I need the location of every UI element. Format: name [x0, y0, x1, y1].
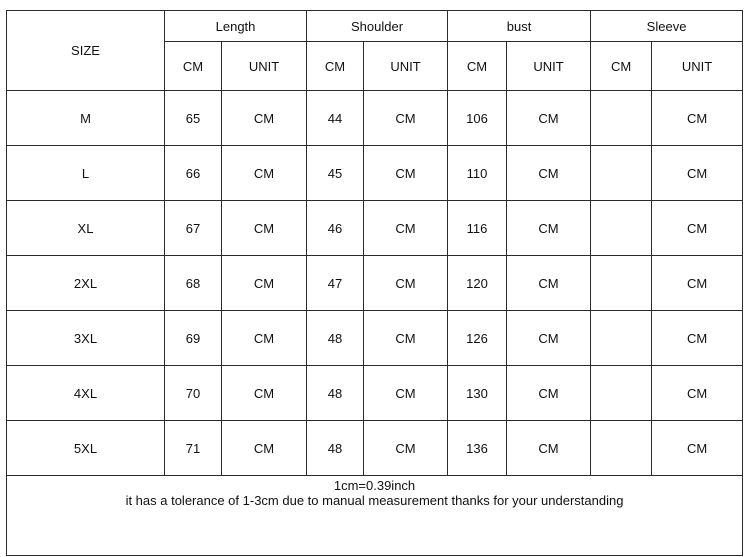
- length-unit: CM: [222, 311, 307, 366]
- bust-value: 106: [448, 91, 507, 146]
- bust-unit: CM: [507, 146, 591, 201]
- bust-unit-subheader: UNIT: [507, 42, 591, 91]
- sleeve-value: [591, 421, 652, 476]
- bust-unit: CM: [507, 201, 591, 256]
- conversion-note: 1cm=0.39inch: [333, 478, 416, 493]
- sleeve-unit: CM: [652, 256, 743, 311]
- table-row: [7, 91, 743, 146]
- shoulder-value: 48: [307, 311, 364, 366]
- length-unit: CM: [222, 366, 307, 421]
- sleeve-cm-subheader: CM: [591, 42, 652, 91]
- shoulder-unit: CM: [364, 91, 448, 146]
- shoulder-value: 44: [307, 91, 364, 146]
- sleeve-value: [591, 311, 652, 366]
- length-unit: CM: [222, 421, 307, 476]
- length-unit: CM: [222, 201, 307, 256]
- length-group-header: Length: [165, 11, 307, 42]
- shoulder-value: 46: [307, 201, 364, 256]
- sleeve-unit: CM: [652, 91, 743, 146]
- bust-value: 120: [448, 256, 507, 311]
- length-value: 71: [165, 421, 222, 476]
- length-value: 70: [165, 366, 222, 421]
- shoulder-unit: CM: [364, 201, 448, 256]
- bust-value: 130: [448, 366, 507, 421]
- size-cell: 2XL: [7, 256, 165, 311]
- sleeve-unit: CM: [652, 366, 743, 421]
- bust-value: 110: [448, 146, 507, 201]
- sleeve-value: [591, 146, 652, 201]
- shoulder-unit: CM: [364, 421, 448, 476]
- sleeve-unit: CM: [652, 201, 743, 256]
- bust-cm-subheader: CM: [448, 42, 507, 91]
- size-chart-table: [6, 10, 743, 556]
- shoulder-value: 48: [307, 421, 364, 476]
- length-value: 66: [165, 146, 222, 201]
- sleeve-unit: CM: [652, 421, 743, 476]
- length-unit-subheader: UNIT: [222, 42, 307, 91]
- bust-unit: CM: [507, 256, 591, 311]
- length-value: 65: [165, 91, 222, 146]
- shoulder-unit: CM: [364, 146, 448, 201]
- sleeve-unit: CM: [652, 311, 743, 366]
- table-row: [7, 256, 743, 311]
- length-value: 67: [165, 201, 222, 256]
- size-cell: 3XL: [7, 311, 165, 366]
- bust-value: 136: [448, 421, 507, 476]
- shoulder-value: 45: [307, 146, 364, 201]
- shoulder-value: 48: [307, 366, 364, 421]
- shoulder-unit: CM: [364, 366, 448, 421]
- length-unit: CM: [222, 146, 307, 201]
- size-cell: 5XL: [7, 421, 165, 476]
- shoulder-unit: CM: [364, 311, 448, 366]
- shoulder-cm-subheader: CM: [307, 42, 364, 91]
- bust-value: 116: [448, 201, 507, 256]
- sleeve-unit: CM: [652, 146, 743, 201]
- length-unit: CM: [222, 256, 307, 311]
- bust-group-header: bust: [448, 11, 591, 42]
- table-row: [7, 421, 743, 476]
- measurement-note: [7, 476, 743, 556]
- bust-unit: CM: [507, 91, 591, 146]
- shoulder-group-header: Shoulder: [307, 11, 448, 42]
- length-value: 68: [165, 256, 222, 311]
- size-cell: XL: [7, 201, 165, 256]
- bust-unit: CM: [507, 311, 591, 366]
- shoulder-value: 47: [307, 256, 364, 311]
- table-row: [7, 146, 743, 201]
- note-row: [7, 476, 743, 556]
- table-row: [7, 311, 743, 366]
- length-cm-subheader: CM: [165, 42, 222, 91]
- size-cell: 4XL: [7, 366, 165, 421]
- length-value: 69: [165, 311, 222, 366]
- shoulder-unit: CM: [364, 256, 448, 311]
- sleeve-value: [591, 201, 652, 256]
- shoulder-unit-subheader: UNIT: [364, 42, 448, 91]
- table-row: [7, 201, 743, 256]
- sleeve-unit-subheader: UNIT: [652, 42, 743, 91]
- size-cell: M: [7, 91, 165, 146]
- sleeve-value: [591, 256, 652, 311]
- bust-value: 126: [448, 311, 507, 366]
- sleeve-group-header: Sleeve: [591, 11, 743, 42]
- size-cell: L: [7, 146, 165, 201]
- bust-unit: CM: [507, 421, 591, 476]
- bust-unit: CM: [507, 366, 591, 421]
- length-unit: CM: [222, 91, 307, 146]
- table-row: [7, 366, 743, 421]
- size-column-header: SIZE: [7, 11, 165, 91]
- sleeve-value: [591, 366, 652, 421]
- sleeve-value: [591, 91, 652, 146]
- tolerance-note: it has a tolerance of 1-3cm due to manual measurement thanks for your understanding: [125, 493, 624, 508]
